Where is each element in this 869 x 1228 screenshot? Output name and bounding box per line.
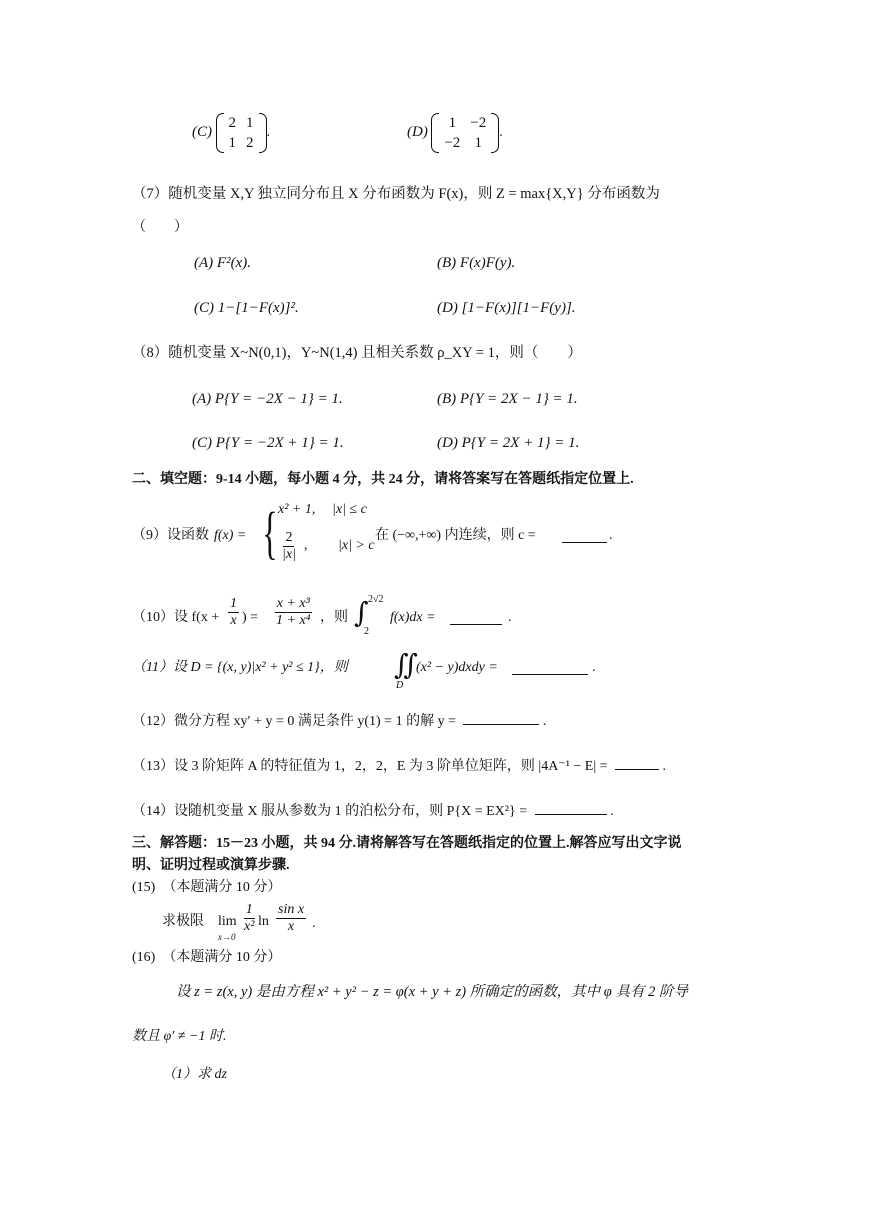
q16-line1: 设 z = z(x, y) 是由方程 x² + y² − z = φ(x + y + z) 所确定的函数，其中 φ 具有 2 阶导	[176, 984, 688, 1000]
q10-lower-limit: 2	[364, 626, 369, 637]
q6-option-c-matrix-cell: 2	[228, 115, 236, 131]
q15-ln: ln	[258, 914, 269, 929]
q15-frac1-den: x²	[244, 919, 255, 935]
q11-double-integral: ∬	[394, 648, 418, 681]
q10-frac1-den: x	[230, 613, 237, 629]
q11-integrand: (x² − y)dxdy =	[416, 660, 498, 675]
section2-heading: 二、填空题：9-14 小题，每小题 4 分，共 24 分，请将答案写在答题纸指定位置上.	[132, 472, 634, 487]
q6-option-d-matrix-cell: −2	[470, 115, 487, 131]
q10-frac2	[274, 596, 313, 629]
q9-function: f(x) =	[214, 528, 247, 543]
q13-answer-blank	[615, 755, 659, 770]
q15-frac2-num: sin x	[276, 902, 306, 919]
q15-lim-sub: x→0	[218, 932, 236, 942]
q6-option-c-matrix-cell: 1	[228, 135, 236, 151]
q15-frac1-num: 1	[244, 902, 255, 919]
q7-answer-paren: （ ）	[132, 220, 188, 235]
q6-option-c: (C) 2 1 1 2 .	[192, 115, 270, 151]
q6-option-c-matrix-cell: 1	[246, 115, 254, 131]
q15-label: (15) （本题满分 10 分）	[132, 880, 282, 895]
q12-period: .	[542, 714, 547, 729]
q6-option-d-matrix-cell: −2	[444, 135, 461, 151]
q12-text: （12）微分方程 xy′ + y = 0 满足条件 y(1) = 1 的解 y =	[132, 714, 456, 729]
q12-answer-blank	[463, 710, 539, 725]
q10-then: ，则	[320, 610, 348, 625]
q7-option-a: (A) F²(x).	[194, 255, 251, 271]
q6-option-c-matrix-row	[224, 113, 259, 133]
q10-frac2-num: x + x³	[275, 596, 312, 613]
q14-text: （14）设随机变量 X 服从参数为 1 的泊松分布，则 P{X = EX²} =	[132, 804, 528, 819]
q8-option-c: (C) P{Y = −2X + 1} = 1.	[192, 435, 344, 451]
q10-upper-limit: 2√2	[368, 594, 384, 605]
q7-option-c: (C) 1−[1−F(x)]².	[194, 300, 299, 316]
q9-case2-cond: |x| > c	[338, 538, 375, 553]
q10-frac2-den: 1 + x⁴	[276, 613, 311, 629]
q10-frac1	[228, 596, 239, 629]
q9-answer-blank	[562, 528, 607, 543]
q7-stem: （7）随机变量 X,Y 独立同分布且 X 分布函数为 F(x)，则 Z = max{X,Y} 分布函数为	[132, 186, 660, 202]
q10-integrand: f(x)dx =	[390, 610, 436, 625]
q10-period: .	[508, 610, 512, 625]
q7-option-d: (D) [1−F(x)][1−F(y)].	[437, 300, 576, 316]
section3-heading-line2: 明、证明过程或演算步骤.	[132, 858, 290, 873]
q15-period: .	[312, 916, 316, 931]
q6-option-c-matrix-row	[224, 133, 259, 153]
q13-text: （13）设 3 阶矩阵 A 的特征值为 1，2，2，E 为 3 阶单位矩阵，则 |4A⁻¹ − E| =	[132, 759, 608, 774]
q9-prefix: （9）设函数	[132, 528, 209, 543]
q6-option-d: (D) 1 −2 −2 1 .	[407, 115, 503, 151]
q11-period: .	[592, 660, 596, 675]
q8-option-a: (A) P{Y = −2X − 1} = 1.	[192, 391, 343, 407]
q10-frac1-num: 1	[228, 596, 239, 613]
q15-lim: lim	[218, 914, 237, 929]
q11-prefix: （11）设 D = {(x, y)|x² + y² ≤ 1}，则	[132, 660, 348, 675]
q8-option-b: (B) P{Y = 2X − 1} = 1.	[437, 391, 578, 407]
q10-integral-sign: ∫	[354, 596, 369, 629]
q9-case1-cond: |x| ≤ c	[332, 502, 367, 517]
q9-brace: {	[262, 500, 278, 565]
q11-answer-blank	[512, 660, 588, 675]
q14	[132, 800, 614, 821]
q10-mid: ) =	[242, 610, 259, 625]
q9-case1-expr: x² + 1,	[278, 502, 316, 517]
q6-option-d-matrix	[431, 113, 499, 153]
q6-option-d-matrix-row	[439, 113, 491, 133]
q7-option-b: (B) F(x)F(y).	[437, 255, 516, 271]
q9-case2-comma: ,	[304, 538, 308, 553]
q13	[132, 755, 666, 776]
q10-prefix: （10）设 f(x +	[132, 610, 220, 625]
q14-answer-blank	[535, 800, 607, 815]
q15-frac1	[242, 902, 256, 935]
q10-answer-blank	[450, 610, 502, 625]
q12	[132, 710, 546, 731]
q15-frac2-den: x	[287, 919, 295, 935]
q11-region: D	[396, 680, 404, 691]
q6-option-d-label: (D)	[407, 124, 428, 141]
q6-option-d-matrix-cell: 1	[448, 115, 457, 131]
q9-case2-frac	[280, 530, 298, 563]
q6-option-c-matrix	[216, 113, 267, 153]
q6-option-d-matrix-cell: 1	[474, 135, 483, 151]
q9-suffix: 在 (−∞,+∞) 内连续，则 c =	[375, 528, 536, 543]
q16-label: (16) （本题满分 10 分）	[132, 950, 282, 965]
q6-option-c-label: (C)	[192, 124, 212, 141]
q8-option-d: (D) P{Y = 2X + 1} = 1.	[437, 435, 580, 451]
section3-heading-line1: 三、解答题：15－23 小题，共 94 分.请将解答写在答题纸指定的位置上.解答应写出文字说	[132, 836, 682, 851]
q16-line2: 数且 φ′ ≠ −1 时.	[132, 1029, 227, 1044]
q6-option-c-matrix-cell: 2	[246, 135, 254, 151]
q8-stem: （8）随机变量 X~N(0,1)，Y~N(1,4) 且相关系数 ρ_XY = 1，则（ ）	[132, 345, 582, 361]
q15-prefix: 求极限	[162, 914, 204, 929]
q14-period: .	[610, 804, 614, 819]
q13-period: .	[662, 759, 667, 774]
q9-period: .	[609, 528, 613, 543]
q9-case2-den: |x|	[282, 547, 296, 563]
q9-case2-num: 2	[283, 530, 294, 547]
q15-frac2	[276, 902, 306, 935]
q6-option-d-matrix-row	[439, 133, 491, 153]
q16-part1: （1）求 dz	[162, 1067, 227, 1082]
